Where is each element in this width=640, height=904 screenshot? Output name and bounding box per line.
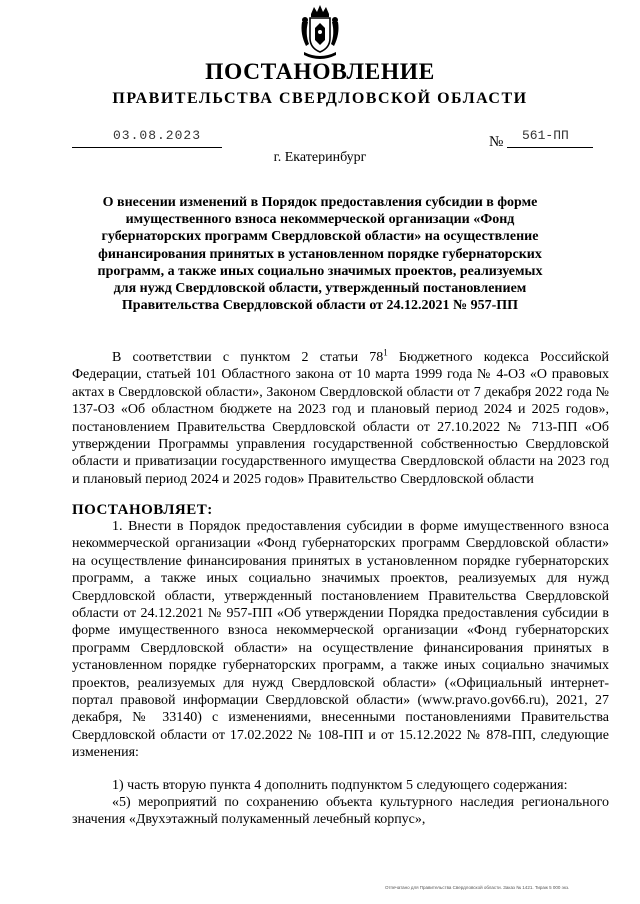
date-underline bbox=[72, 147, 222, 148]
preamble-text-a: В соответствии с пунктом 2 статьи 78 bbox=[112, 350, 384, 365]
paragraph-subitem-1 bbox=[72, 777, 609, 794]
coat-of-arms-icon bbox=[298, 4, 342, 60]
document-title: ПОСТАНОВЛЕНИЕ bbox=[205, 59, 435, 85]
number-underline bbox=[507, 147, 593, 148]
preamble-text-b: Бюджетного кодекса Российской Федерации, статьей 101 Областного закона от 10 марта 1999 года № 4-ОЗ «О правовых актах в Свердловской области», Законом Свердловской области от 7 декабря 2022 года № 137-ОЗ «Об областном бюджете на 2023 год и плановый период 2024 и 2025 годов», постановлением Правительства Свердловской области от 27.10.2022 № 713-ПП «Об утверждении Программы управления государственной собственностью Свердловской области и приватизации государственного имущества Свердловской области на 2023 год и плановый период 2024 и 2025 годов» Правительство Свердловской области bbox=[72, 350, 609, 487]
paragraph-quote-5 bbox=[72, 794, 609, 829]
paragraph-item-1 bbox=[72, 518, 609, 762]
issuing-authority: ПРАВИТЕЛЬСТВА СВЕРДЛОВСКОЙ ОБЛАСТИ bbox=[112, 90, 528, 107]
document-number: 561-ПП bbox=[522, 128, 569, 143]
print-footer: Отпечатано для Правительства Свердловской области. Заказ № 1421. Тираж 5 000 экз. bbox=[385, 885, 570, 890]
quote-5-text: «5) мероприятий по сохранению объекта культурного наследия регионального значения «Двухэтажный полукаменный лечебный корпус», bbox=[72, 795, 609, 828]
decree-word: ПОСТАНОВЛЯЕТ: bbox=[72, 502, 213, 518]
document-date: 03.08.2023 bbox=[113, 128, 202, 143]
paragraph-preamble bbox=[72, 349, 609, 488]
document-heading: О внесении изменений в Порядок предоставления субсидии в форме имущественного взноса некоммерческой организации «Фонд губернаторских программ Свердловской области» на осуществление финансирования принятых в установленном порядке губернаторских программ, а также иных социально значимых проектов, реализуемых для нужд Свердловской области, утвержденный постановлением Правительства Свердловской области от 24.12.2021 № 957-ПП bbox=[97, 195, 543, 314]
subitem-1-text: 1) часть вторую пункта 4 дополнить подпунктом 5 следующего содержания: bbox=[112, 778, 568, 793]
article-superscript: 1 bbox=[383, 347, 388, 358]
number-sign: № bbox=[489, 134, 504, 150]
item-1-text: 1. Внести в Порядок предоставления субсидии в форме имущественного взноса некоммерческой организации «Фонд губернаторских программ Свердловской области» на осуществление финансирования принятых в установленном порядке губернаторских программ, а также иных социально значимых проектов, реализуемых для нужд Свердловской области, утвержденный постановлением Правительства Свердловской области от 24.12.2021 № 957-ПП «Об утверждении Порядка предоставления субсидии в форме имущественного взноса некоммерческой организации «Фонд губернаторских программ Свердловской области» на осуществление финансирования принятых в установленном порядке губернаторских программ, а также иных социально значимых проектов, реализуемых для нужд Свердловской области» («Официальный интернет-портал правовой информации Свердловской области» (www.pravo.gov66.ru), 2021, 27 декабря, № 33140) с изменениями, внесенными постановлениями Правительства Свердловской области от 17.02.2022 № 108-ПП и от 15.12.2022 № 878-ПП, следующие изменения: bbox=[72, 519, 609, 761]
city: г. Екатеринбург bbox=[273, 150, 367, 165]
